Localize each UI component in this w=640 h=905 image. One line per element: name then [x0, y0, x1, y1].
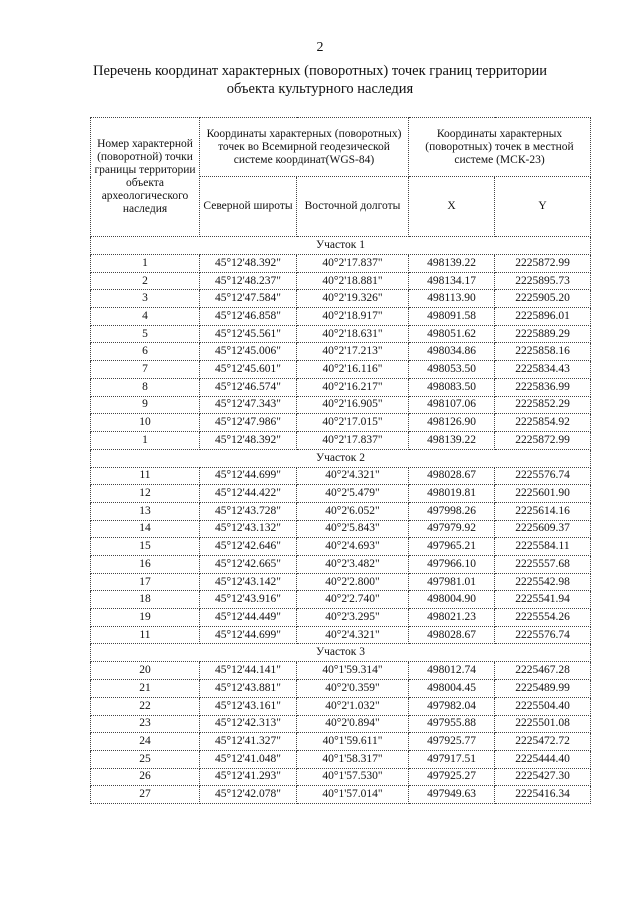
cell-east: 40°2'17.015" [297, 414, 409, 432]
header-east: Восточной долготы [297, 177, 409, 237]
cell-east: 40°2'16.116" [297, 361, 409, 379]
cell-x: 498034.86 [409, 343, 495, 361]
cell-north: 45°12'43.916" [200, 591, 297, 609]
cell-east: 40°2'4.321" [297, 467, 409, 485]
cell-east: 40°2'5.843" [297, 520, 409, 538]
cell-east: 40°2'4.321" [297, 626, 409, 644]
cell-north: 45°12'44.422" [200, 485, 297, 503]
table-row [91, 431, 591, 449]
table-row [91, 556, 591, 574]
cell-east: 40°2'19.326" [297, 290, 409, 308]
table-row [91, 538, 591, 556]
cell-east: 40°2'18.881" [297, 272, 409, 290]
cell-point: 11 [91, 467, 200, 485]
cell-east: 40°2'0.894" [297, 715, 409, 733]
cell-east: 40°1'59.314" [297, 662, 409, 680]
table-row [91, 378, 591, 396]
cell-point: 14 [91, 520, 200, 538]
cell-north: 45°12'43.728" [200, 502, 297, 520]
table-row [91, 343, 591, 361]
cell-x: 497981.01 [409, 573, 495, 591]
table-row [91, 467, 591, 485]
cell-y: 2225542.98 [495, 573, 591, 591]
cell-point: 20 [91, 662, 200, 680]
header-north: Северной широты [200, 177, 297, 237]
cell-x: 498019.81 [409, 485, 495, 503]
cell-point: 23 [91, 715, 200, 733]
table-row [91, 396, 591, 414]
table-row [91, 502, 591, 520]
cell-y: 2225895.73 [495, 272, 591, 290]
table-row [91, 715, 591, 733]
cell-north: 45°12'43.132" [200, 520, 297, 538]
cell-y: 2225872.99 [495, 255, 591, 273]
cell-north: 45°12'42.078" [200, 786, 297, 804]
cell-point: 13 [91, 502, 200, 520]
cell-y: 2225601.90 [495, 485, 591, 503]
cell-north: 45°12'43.142" [200, 573, 297, 591]
cell-east: 40°2'1.032" [297, 697, 409, 715]
cell-east: 40°2'16.905" [297, 396, 409, 414]
table-row [91, 697, 591, 715]
table-row [91, 573, 591, 591]
table-row [91, 662, 591, 680]
cell-y: 2225427.30 [495, 768, 591, 786]
cell-point: 10 [91, 414, 200, 432]
cell-x: 498021.23 [409, 609, 495, 627]
cell-east: 40°1'57.014" [297, 786, 409, 804]
table-row [91, 750, 591, 768]
cell-east: 40°2'17.837" [297, 255, 409, 273]
table-row [91, 768, 591, 786]
section-row [91, 449, 591, 467]
cell-x: 497979.92 [409, 520, 495, 538]
cell-point: 25 [91, 750, 200, 768]
cell-x: 498126.90 [409, 414, 495, 432]
cell-x: 497925.27 [409, 768, 495, 786]
cell-east: 40°2'18.631" [297, 325, 409, 343]
cell-east: 40°2'17.837" [297, 431, 409, 449]
cell-north: 45°12'45.006" [200, 343, 297, 361]
cell-north: 45°12'42.665" [200, 556, 297, 574]
cell-point: 4 [91, 308, 200, 326]
cell-east: 40°2'4.693" [297, 538, 409, 556]
table-row [91, 272, 591, 290]
cell-point: 5 [91, 325, 200, 343]
table-row [91, 609, 591, 627]
cell-north: 45°12'41.048" [200, 750, 297, 768]
cell-y: 2225489.99 [495, 680, 591, 698]
cell-x: 498004.90 [409, 591, 495, 609]
cell-north: 45°12'47.584" [200, 290, 297, 308]
table-row [91, 255, 591, 273]
cell-x: 497949.63 [409, 786, 495, 804]
cell-north: 45°12'47.343" [200, 396, 297, 414]
cell-north: 45°12'45.561" [200, 325, 297, 343]
cell-y: 2225557.68 [495, 556, 591, 574]
cell-point: 1 [91, 255, 200, 273]
cell-x: 498051.62 [409, 325, 495, 343]
cell-y: 2225609.37 [495, 520, 591, 538]
cell-east: 40°2'5.479" [297, 485, 409, 503]
header-y: Y [495, 177, 591, 237]
coordinates-table [90, 117, 591, 804]
cell-north: 45°12'45.601" [200, 361, 297, 379]
cell-x: 498134.17 [409, 272, 495, 290]
cell-x: 498004.45 [409, 680, 495, 698]
cell-point: 22 [91, 697, 200, 715]
cell-east: 40°2'6.052" [297, 502, 409, 520]
cell-north: 45°12'48.392" [200, 255, 297, 273]
table-row [91, 680, 591, 698]
cell-x: 498053.50 [409, 361, 495, 379]
cell-y: 2225905.20 [495, 290, 591, 308]
section-row [91, 644, 591, 662]
cell-x: 498012.74 [409, 662, 495, 680]
cell-point: 26 [91, 768, 200, 786]
cell-north: 45°12'43.161" [200, 697, 297, 715]
cell-east: 40°2'16.217" [297, 378, 409, 396]
cell-point: 2 [91, 272, 200, 290]
cell-east: 40°2'2.800" [297, 573, 409, 591]
cell-point: 7 [91, 361, 200, 379]
cell-x: 498028.67 [409, 626, 495, 644]
cell-x: 498139.22 [409, 255, 495, 273]
cell-x: 498028.67 [409, 467, 495, 485]
cell-north: 45°12'41.293" [200, 768, 297, 786]
cell-y: 2225836.99 [495, 378, 591, 396]
cell-y: 2225472.72 [495, 733, 591, 751]
table-row [91, 308, 591, 326]
cell-y: 2225896.01 [495, 308, 591, 326]
cell-east: 40°2'2.740" [297, 591, 409, 609]
cell-north: 45°12'44.141" [200, 662, 297, 680]
cell-y: 2225834.43 [495, 361, 591, 379]
cell-x: 498107.06 [409, 396, 495, 414]
header-point-number: Номер характерной (поворотной) точки границы территории объекта археологического наследия [91, 118, 200, 237]
cell-x: 497966.10 [409, 556, 495, 574]
cell-y: 2225554.26 [495, 609, 591, 627]
table-row [91, 325, 591, 343]
cell-y: 2225501.08 [495, 715, 591, 733]
table-row [91, 591, 591, 609]
cell-north: 45°12'43.881" [200, 680, 297, 698]
cell-point: 27 [91, 786, 200, 804]
cell-point: 16 [91, 556, 200, 574]
cell-north: 45°12'41.327" [200, 733, 297, 751]
cell-north: 45°12'47.986" [200, 414, 297, 432]
cell-point: 1 [91, 431, 200, 449]
cell-point: 12 [91, 485, 200, 503]
table-body [91, 237, 591, 804]
cell-point: 15 [91, 538, 200, 556]
cell-x: 497998.26 [409, 502, 495, 520]
cell-north: 45°12'42.646" [200, 538, 297, 556]
cell-x: 497955.88 [409, 715, 495, 733]
cell-x: 498091.58 [409, 308, 495, 326]
cell-y: 2225576.74 [495, 626, 591, 644]
page-number: 2 [316, 40, 324, 55]
header-local-group: Координаты характерных (поворотных) точек в местной системе (МСК-23) [409, 118, 591, 177]
cell-east: 40°2'18.917" [297, 308, 409, 326]
cell-y: 2225541.94 [495, 591, 591, 609]
cell-y: 2225467.28 [495, 662, 591, 680]
cell-point: 24 [91, 733, 200, 751]
table-row [91, 733, 591, 751]
header-wgs-group: Координаты характерных (поворотных) точек во Всемирной геодезической системе координат(WGS-84) [200, 118, 409, 177]
cell-y: 2225852.29 [495, 396, 591, 414]
cell-y: 2225858.16 [495, 343, 591, 361]
cell-east: 40°1'58.317" [297, 750, 409, 768]
cell-north: 45°12'48.237" [200, 272, 297, 290]
cell-x: 497965.21 [409, 538, 495, 556]
section-row [91, 237, 591, 255]
cell-y: 2225854.92 [495, 414, 591, 432]
cell-point: 18 [91, 591, 200, 609]
page-title [40, 62, 600, 98]
table-row [91, 485, 591, 503]
cell-east: 40°1'57.530" [297, 768, 409, 786]
title-line-2: объекта культурного наследия [226, 81, 414, 97]
section-title: Участок 2 [91, 449, 591, 467]
cell-point: 9 [91, 396, 200, 414]
cell-point: 19 [91, 609, 200, 627]
table-row [91, 414, 591, 432]
cell-x: 497917.51 [409, 750, 495, 768]
cell-point: 11 [91, 626, 200, 644]
table-row [91, 361, 591, 379]
cell-east: 40°2'17.213" [297, 343, 409, 361]
cell-y: 2225614.16 [495, 502, 591, 520]
table-row [91, 290, 591, 308]
cell-point: 17 [91, 573, 200, 591]
cell-east: 40°2'0.359" [297, 680, 409, 698]
cell-y: 2225416.34 [495, 786, 591, 804]
cell-y: 2225889.29 [495, 325, 591, 343]
cell-east: 40°2'3.295" [297, 609, 409, 627]
header-x: X [409, 177, 495, 237]
cell-y: 2225872.99 [495, 431, 591, 449]
cell-point: 21 [91, 680, 200, 698]
cell-x: 497925.77 [409, 733, 495, 751]
title-line-1: Перечень координат характерных (поворотных) точек границ территории [92, 63, 548, 79]
cell-north: 45°12'44.699" [200, 467, 297, 485]
cell-north: 45°12'48.392" [200, 431, 297, 449]
cell-y: 2225504.40 [495, 697, 591, 715]
cell-point: 6 [91, 343, 200, 361]
cell-east: 40°2'3.482" [297, 556, 409, 574]
cell-x: 498083.50 [409, 378, 495, 396]
section-title: Участок 3 [91, 644, 591, 662]
cell-north: 45°12'46.574" [200, 378, 297, 396]
cell-y: 2225584.11 [495, 538, 591, 556]
cell-x: 498113.90 [409, 290, 495, 308]
cell-y: 2225444.40 [495, 750, 591, 768]
cell-point: 3 [91, 290, 200, 308]
cell-x: 498139.22 [409, 431, 495, 449]
cell-north: 45°12'44.449" [200, 609, 297, 627]
cell-north: 45°12'44.699" [200, 626, 297, 644]
cell-east: 40°1'59.611" [297, 733, 409, 751]
section-title: Участок 1 [91, 237, 591, 255]
table-row [91, 520, 591, 538]
cell-north: 45°12'46.858" [200, 308, 297, 326]
cell-y: 2225576.74 [495, 467, 591, 485]
table-row [91, 786, 591, 804]
cell-point: 8 [91, 378, 200, 396]
cell-north: 45°12'42.313" [200, 715, 297, 733]
cell-x: 497982.04 [409, 697, 495, 715]
table-row [91, 626, 591, 644]
